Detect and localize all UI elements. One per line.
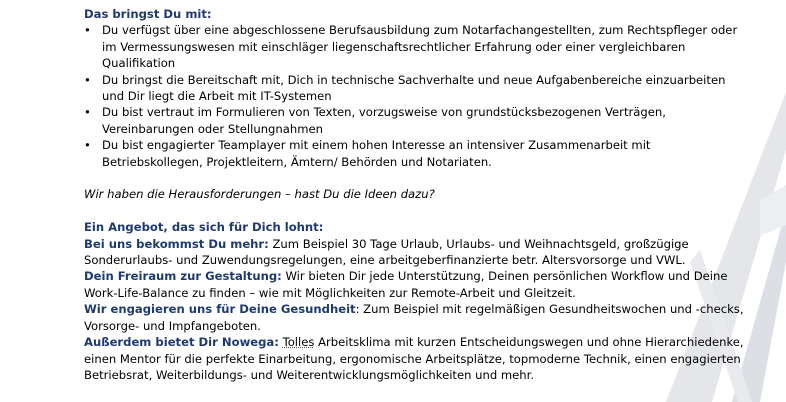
- offer-lead-nowega: Außerdem bietet Dir Nowega:: [84, 335, 279, 350]
- list-item-text: Du verfügst über eine abgeschlossene Berufsausbildung zum Notarfachangestellten, zum Rechtspfleger oder im Vermessungswesen mit einschläger liegenschaftsrechtlicher Erfahrung oder einer vergleichbaren Qualifikation: [102, 23, 738, 71]
- offer-text-health: : Zum Beispiel mit regelmäßigen Gesundheitswochen und -checks, Vorsorge- und Impfangeboten.: [84, 302, 744, 333]
- job-posting-document: [84, 6, 744, 383]
- list-item-text: Du bringst die Bereitschaft mit, Dich in technische Sachverhalte und neue Aufgabenbereiche einzuarbeiten und Dir liegt die Arbeit mit IT-Systemen: [102, 72, 726, 104]
- offer-text-more: Zum Beispiel 30 Tage Urlaub, Urlaubs- und Weihnachtsgeld, großzügige Sonderurlaubs- und Zuwendungsregelungen, eine arbeitgeberfinanzierte betr. Altersvorsorge und VWL.: [84, 236, 689, 268]
- offer-lead-more: Bei uns bekommst Du mehr:: [84, 236, 269, 251]
- list-item: [84, 22, 744, 71]
- offer-paragraph-health: [84, 301, 744, 334]
- list-item: [84, 72, 744, 105]
- offer-paragraph-nowega: [84, 334, 744, 383]
- offer-text-freedom: Wir bieten Dir jede Unterstützung, Deinen persönlichen Workflow und Deine Work-Life-Balance zu finden – wie mit Möglichkeiten zur Remote-Arbeit und Gleitzeit.: [84, 269, 728, 300]
- spellcheck-marked-word: Tolles: [282, 335, 315, 350]
- list-item-text: Du bist vertraut im Formulieren von Texten, vorzugsweise von grundstücksbezogenen Verträgen, Vereinbarungen oder Stellungnahmen: [102, 105, 666, 136]
- spacer: [84, 203, 744, 219]
- offer-text-nowega: Arbeitsklima mit kurzen Entscheidungswegen und ohne Hierarchiedenke, einen Mentor für die perfekte Einarbeitung, ergonomische Arbeitsplätze, topmoderne Technik, einen engagierten Betriebsrat, Weiterbildungs- und Weiterentwicklungsmöglichkeiten und mehr.: [84, 335, 744, 382]
- offer-paragraph-freedom: [84, 268, 744, 301]
- requirements-heading: Das bringst Du mit:: [84, 7, 212, 21]
- tagline: Wir haben die Herausforderungen – hast Du die Ideen dazu?: [84, 187, 435, 202]
- spacer: [84, 170, 744, 186]
- bullet-icon: •: [84, 138, 91, 153]
- bullet-icon: •: [84, 72, 91, 87]
- list-item-text: Du bist engagierter Teamplayer mit einem hohen Interesse an intensiver Zusammenarbeit mit Betriebskollegen, Projektleitern, Ämtern/ Behörden und Notariaten.: [102, 138, 651, 169]
- requirements-list: [84, 22, 744, 170]
- offer-paragraph-more: [84, 236, 744, 269]
- list-item: [84, 104, 744, 137]
- offer-lead-freedom: Dein Freiraum zur Gestaltung:: [84, 269, 282, 284]
- list-item: [84, 137, 744, 170]
- bullet-icon: •: [84, 105, 91, 120]
- offer-heading: Ein Angebot, das sich für Dich lohnt:: [84, 220, 324, 235]
- offer-lead-health: Wir engagieren uns für Deine Gesundheit: [84, 302, 356, 317]
- bullet-icon: •: [84, 23, 91, 38]
